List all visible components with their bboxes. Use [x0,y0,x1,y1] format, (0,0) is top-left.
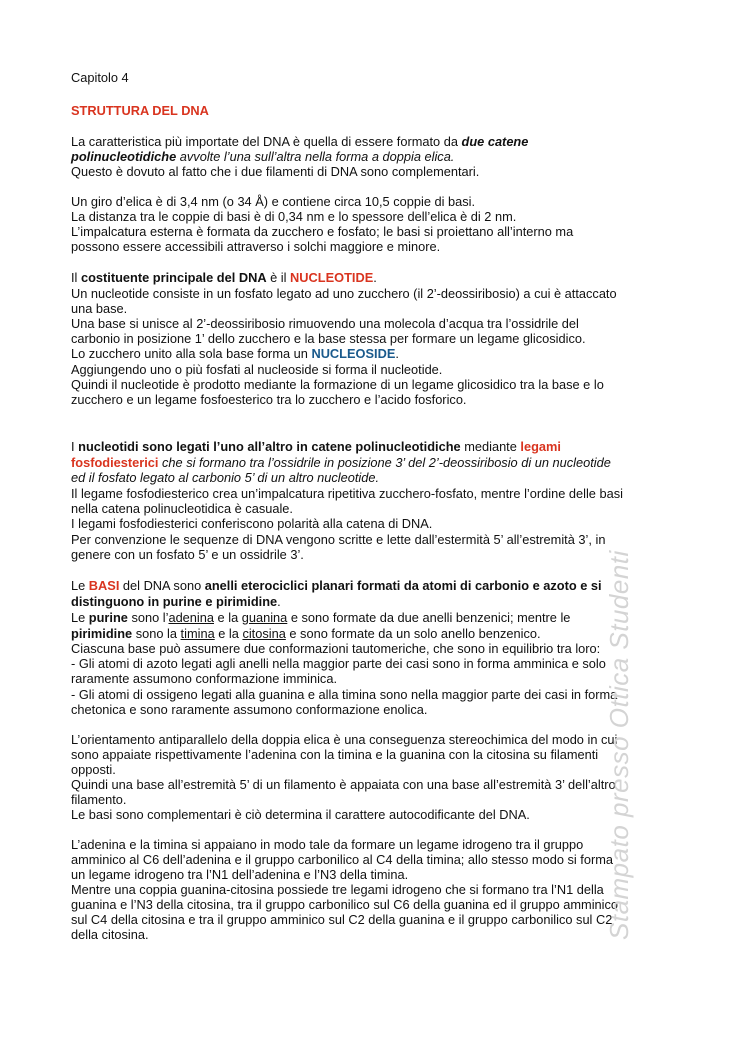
paragraph-line: chetonica e sono raramente assumono conformazione enolica. [71,702,428,717]
paragraph-line: La distanza tra le coppie di basi è di 0,34 nm e lo spessore dell’elica è di 2 nm. [71,209,517,224]
paragraph-line: Per convenzione le sequenze di DNA vengono scritte e lette dall’estermità 5’ all’estremità 3’, in [71,532,606,547]
paragraph-line: I nucleotidi sono legati l’uno all’altro in catene polinucleotidiche mediante legami [71,439,561,454]
paragraph-line: Lo zucchero unito alla sola base forma un NUCLEOSIDE. [71,346,399,361]
paragraph-line: Una base si unisce al 2’-deossiribosio rimuovendo una molecola d’acqua tra l’ossidrile del [71,316,579,331]
paragraph-line: sono appaiate rispettivamente l’adenina con la timina e la guanina con la citosina su filamenti [71,747,599,762]
paragraph-line: nella catena polinucleotidica è casuale. [71,501,293,516]
paragraph-line: filamento. [71,792,127,807]
paragraph-line: opposti. [71,762,116,777]
nucleoside-term: NUCLEOSIDE [311,346,396,361]
basi-term: BASI [88,578,120,593]
paragraph-line: I legami fosfodiesterici conferiscono polarità alla catena di DNA. [71,516,433,531]
paragraph-line: un legame idrogeno tra l’N1 dell’adenina e l’N3 della timina. [71,867,409,882]
nucleotide-term: NUCLEOTIDE [290,270,374,285]
paragraph-line: Il legame fosfodiesterico crea un’impalcatura ripetitiva zucchero-fosfato, mentre l’ordine delle basi [71,486,623,501]
paragraph-line: Un nucleotide consiste in un fosfato legato ad uno zucchero (il 2’-deossiribosio) a cui è attaccato [71,286,617,301]
paragraph-line: Ciascuna base può assumere due conformazioni tautomeriche, che sono in equilibrio tra loro: [71,641,601,656]
paragraph-line: Le purine sono l’adenina e la guanina e sono formate da due anelli benzenici; mentre le [71,610,571,625]
watermark: Stampato presso Ottica Studenti [604,550,634,940]
paragraph-line: Un giro d’elica è di 3,4 nm (o 34 Å) e contiene circa 10,5 coppie di basi. [71,194,476,209]
section-title: STRUTTURA DEL DNA [71,103,209,118]
paragraph-line: guanina e l’N3 della citosina, tra il gruppo carbonilico sul C6 della guanina ed il gruppo amminico [71,897,619,912]
paragraph-line: Le basi sono complementari è ciò determina il carattere autocodificante del DNA. [71,807,530,822]
paragraph-line: una base. [71,301,128,316]
paragraph-line: distinguono in purine e pirimidine. [71,594,281,609]
paragraph-line: pirimidine sono la timina e la citosina e sono formate da un solo anello benzenico. [71,626,541,641]
paragraph-line: Questo è dovuto al fatto che i due filamenti di DNA sono complementari. [71,164,480,179]
paragraph-line: possono essere accessibili attraverso i solchi maggiore e minore. [71,239,441,254]
paragraph-line: carbonio in posizione 1’ dello zucchero e la base stessa per formare un legame glicosidico. [71,331,586,346]
paragraph-line: polinucleotidiche avvolte l’una sull’altra nella forma a doppia elica. [71,149,455,164]
paragraph-line: L’adenina e la timina si appaiano in modo tale da formare un legame idrogeno tra il gruppo [71,837,584,852]
paragraph-line: L’impalcatura esterna è formata da zucchero e fosfato; le basi si proiettano all’interno ma [71,224,574,239]
paragraph-line: - Gli atomi di ossigeno legati alla guanina e alla timina sono nella maggior parte dei casi in forma [71,687,618,702]
paragraph-line: Mentre una coppia guanina-citosina possiede tre legami idrogeno che si formano tra l’N1 della [71,882,604,897]
paragraph-line: Aggiungendo uno o più fosfati al nucleoside si forma il nucleotide. [71,362,443,377]
paragraph-line: zucchero e un legame fosfoesterico tra lo zucchero e l’acido fosforico. [71,392,467,407]
paragraph-line: Le BASI del DNA sono anelli eterociclici planari formati da atomi di carbonio e azoto e si [71,578,602,593]
paragraph-line: ed il fosfato legato al carbonio 5’ di un altro nucleotide. [71,470,380,485]
paragraph-line: raramente assumono conformazione imminica. [71,671,338,686]
paragraph-line: della citosina. [71,927,149,942]
paragraph-line: L’orientamento antiparallelo della doppia elica è una conseguenza stereochimica del modo in cui [71,732,618,747]
paragraph-line: Quindi una base all’estremità 5’ di un filamento è appaiata con una base all’estremità 3’ dell’altro [71,777,616,792]
paragraph-line: genere con un fosfato 5’ e un ossidrile 3’. [71,547,304,562]
paragraph-line: Il costituente principale del DNA è il NUCLEOTIDE. [71,270,377,285]
paragraph-line: - Gli atomi di azoto legati agli anelli nella maggior parte dei casi sono in forma amminica e solo [71,656,606,671]
paragraph-line: amminico al C6 dell’adenina e il gruppo carbonilico al C4 della timina; allo stesso modo si forma [71,852,614,867]
paragraph-line: Quindi il nucleotide è prodotto mediante la formazione di un legame glicosidico tra la base e lo [71,377,604,392]
paragraph-line: fosfodiesterici che si formano tra l’ossidrile in posizione 3’ del 2’-deossiribosio di un nucleotide [71,455,611,470]
paragraph-line: sul C4 della citosina e tra il gruppo amminico sul C2 della guanina e il gruppo carbonilico sul C2 [71,912,613,927]
paragraph-line: La caratteristica più importate del DNA è quella di essere formato da due catene [71,134,529,149]
chapter-label: Capitolo 4 [71,70,129,85]
